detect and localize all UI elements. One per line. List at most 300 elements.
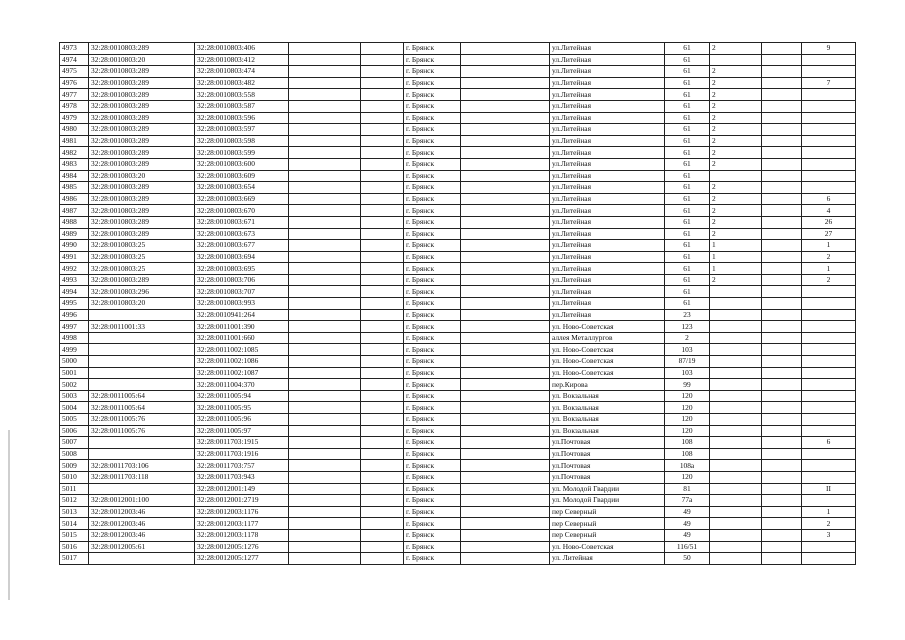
house-cell: 108а: [665, 460, 710, 472]
empty-cell-c: [461, 379, 550, 391]
unit-cell: [802, 553, 856, 565]
city-cell: г. Брянск: [404, 402, 461, 414]
empty-cell-c: [461, 344, 550, 356]
empty-cell-b: [361, 437, 404, 449]
cadastral-number-cell: 32:28:0011002:1085: [195, 344, 289, 356]
level-cell: [710, 529, 762, 541]
level-cell: 1: [710, 263, 762, 275]
empty-cell-c: [461, 321, 550, 333]
empty-cell-b: [361, 309, 404, 321]
empty-cell-a: [289, 170, 361, 182]
empty-cell-d: [762, 541, 802, 553]
parent-cadastral-cell: [89, 379, 195, 391]
empty-cell-c: [461, 332, 550, 344]
house-cell: 61: [665, 228, 710, 240]
city-cell: г. Брянск: [404, 437, 461, 449]
empty-cell-c: [461, 471, 550, 483]
empty-cell-c: [461, 240, 550, 252]
city-cell: г. Брянск: [404, 158, 461, 170]
empty-cell-d: [762, 471, 802, 483]
row-number-cell: 5007: [60, 437, 89, 449]
city-cell: г. Брянск: [404, 356, 461, 368]
table-row: [60, 124, 856, 136]
cadastral-number-cell: 32:28:0010803:695: [195, 263, 289, 275]
empty-cell-d: [762, 135, 802, 147]
empty-cell-b: [361, 205, 404, 217]
table-row: [60, 529, 856, 541]
cadastral-number-cell: 32:28:0011001:660: [195, 332, 289, 344]
parent-cadastral-cell: 32:28:0010803:289: [89, 135, 195, 147]
empty-cell-d: [762, 228, 802, 240]
empty-cell-c: [461, 483, 550, 495]
table-row: [60, 356, 856, 368]
empty-cell-a: [289, 309, 361, 321]
empty-cell-a: [289, 332, 361, 344]
empty-cell-d: [762, 251, 802, 263]
empty-cell-c: [461, 193, 550, 205]
parent-cadastral-cell: 32:28:0010803:289: [89, 43, 195, 55]
empty-cell-d: [762, 367, 802, 379]
empty-cell-c: [461, 158, 550, 170]
city-cell: г. Брянск: [404, 379, 461, 391]
city-cell: г. Брянск: [404, 147, 461, 159]
parent-cadastral-cell: 32:28:0010803:289: [89, 66, 195, 78]
level-cell: 2: [710, 77, 762, 89]
unit-cell: [802, 541, 856, 553]
empty-cell-c: [461, 251, 550, 263]
unit-cell: 2: [802, 251, 856, 263]
empty-cell-a: [289, 344, 361, 356]
parent-cadastral-cell: 32:28:0010803:289: [89, 77, 195, 89]
cadastral-number-cell: 32:28:0012001:149: [195, 483, 289, 495]
row-number-cell: 5013: [60, 506, 89, 518]
street-cell: ул.Литейная: [550, 286, 665, 298]
unit-cell: [802, 66, 856, 78]
house-cell: 61: [665, 66, 710, 78]
empty-cell-d: [762, 170, 802, 182]
empty-cell-a: [289, 402, 361, 414]
empty-cell-b: [361, 483, 404, 495]
house-cell: 120: [665, 425, 710, 437]
cadastral-number-cell: 32:28:0012005:1276: [195, 541, 289, 553]
street-cell: ул. Вокзальная: [550, 425, 665, 437]
city-cell: г. Брянск: [404, 390, 461, 402]
city-cell: г. Брянск: [404, 77, 461, 89]
empty-cell-a: [289, 321, 361, 333]
empty-cell-d: [762, 518, 802, 530]
city-cell: г. Брянск: [404, 553, 461, 565]
row-number-cell: 5008: [60, 448, 89, 460]
city-cell: г. Брянск: [404, 483, 461, 495]
street-cell: ул. Молодой Гвардии: [550, 483, 665, 495]
table-row: [60, 66, 856, 78]
street-cell: ул.Литейная: [550, 240, 665, 252]
house-cell: 61: [665, 89, 710, 101]
cadastral-number-cell: 32:28:0011703:1916: [195, 448, 289, 460]
level-cell: [710, 170, 762, 182]
row-number-cell: 5000: [60, 356, 89, 368]
cadastral-number-cell: 32:28:0010803:482: [195, 77, 289, 89]
city-cell: г. Брянск: [404, 43, 461, 55]
unit-cell: [802, 54, 856, 66]
cadastral-number-cell: 32:28:0010803:587: [195, 100, 289, 112]
empty-cell-d: [762, 495, 802, 507]
empty-cell-b: [361, 193, 404, 205]
empty-cell-b: [361, 182, 404, 194]
empty-cell-d: [762, 356, 802, 368]
level-cell: [710, 506, 762, 518]
cadastral-number-cell: 32:28:0010803:406: [195, 43, 289, 55]
empty-cell-b: [361, 66, 404, 78]
unit-cell: 1: [802, 263, 856, 275]
unit-cell: [802, 344, 856, 356]
empty-cell-c: [461, 298, 550, 310]
table-row: [60, 54, 856, 66]
row-number-cell: 4982: [60, 147, 89, 159]
street-cell: ул.Литейная: [550, 158, 665, 170]
table-row: [60, 506, 856, 518]
empty-cell-c: [461, 309, 550, 321]
empty-cell-a: [289, 205, 361, 217]
house-cell: 61: [665, 286, 710, 298]
level-cell: [710, 332, 762, 344]
house-cell: 61: [665, 147, 710, 159]
row-number-cell: 5015: [60, 529, 89, 541]
empty-cell-d: [762, 483, 802, 495]
house-cell: 61: [665, 135, 710, 147]
cadastral-number-cell: 32:28:0010803:671: [195, 216, 289, 228]
empty-cell-b: [361, 390, 404, 402]
table-row: [60, 147, 856, 159]
parent-cadastral-cell: [89, 332, 195, 344]
table-row: [60, 100, 856, 112]
table-row: [60, 460, 856, 472]
cadastral-number-cell: 32:28:0012005:1277: [195, 553, 289, 565]
unit-cell: [802, 135, 856, 147]
row-number-cell: 4993: [60, 274, 89, 286]
level-cell: 2: [710, 182, 762, 194]
level-cell: 2: [710, 274, 762, 286]
empty-cell-c: [461, 402, 550, 414]
level-cell: [710, 541, 762, 553]
empty-cell-c: [461, 147, 550, 159]
parent-cadastral-cell: 32:28:0010803:20: [89, 170, 195, 182]
level-cell: 1: [710, 240, 762, 252]
table-row: [60, 321, 856, 333]
house-cell: 61: [665, 182, 710, 194]
table-row: [60, 205, 856, 217]
empty-cell-a: [289, 506, 361, 518]
city-cell: г. Брянск: [404, 274, 461, 286]
house-cell: 61: [665, 170, 710, 182]
empty-cell-c: [461, 448, 550, 460]
level-cell: 2: [710, 158, 762, 170]
row-number-cell: 5006: [60, 425, 89, 437]
level-cell: 2: [710, 43, 762, 55]
city-cell: г. Брянск: [404, 263, 461, 275]
unit-cell: [802, 170, 856, 182]
street-cell: ул.Почтовая: [550, 471, 665, 483]
unit-cell: [802, 390, 856, 402]
house-cell: 23: [665, 309, 710, 321]
parent-cadastral-cell: [89, 309, 195, 321]
empty-cell-b: [361, 124, 404, 136]
row-number-cell: 5014: [60, 518, 89, 530]
cadastral-number-cell: 32:28:0010803:670: [195, 205, 289, 217]
house-cell: 120: [665, 402, 710, 414]
city-cell: г. Брянск: [404, 448, 461, 460]
empty-cell-a: [289, 100, 361, 112]
row-number-cell: 4974: [60, 54, 89, 66]
cadastral-number-cell: 32:28:0010803:677: [195, 240, 289, 252]
empty-cell-b: [361, 495, 404, 507]
level-cell: [710, 367, 762, 379]
cadastral-number-cell: 32:28:0010803:654: [195, 182, 289, 194]
house-cell: 108: [665, 437, 710, 449]
street-cell: ул.Литейная: [550, 112, 665, 124]
street-cell: ул. Литейная: [550, 553, 665, 565]
level-cell: 1: [710, 251, 762, 263]
parent-cadastral-cell: 32:28:0011001:33: [89, 321, 195, 333]
cadastral-number-cell: 32:28:0011002:1086: [195, 356, 289, 368]
city-cell: г. Брянск: [404, 216, 461, 228]
empty-cell-b: [361, 344, 404, 356]
empty-cell-b: [361, 518, 404, 530]
parent-cadastral-cell: 32:28:0012003:46: [89, 518, 195, 530]
parent-cadastral-cell: 32:28:0010803:20: [89, 54, 195, 66]
row-number-cell: 5011: [60, 483, 89, 495]
parent-cadastral-cell: 32:28:0012005:61: [89, 541, 195, 553]
unit-cell: 6: [802, 193, 856, 205]
empty-cell-c: [461, 541, 550, 553]
row-number-cell: 4999: [60, 344, 89, 356]
empty-cell-c: [461, 437, 550, 449]
cadastral-number-cell: 32:28:0012001:2719: [195, 495, 289, 507]
level-cell: [710, 553, 762, 565]
empty-cell-b: [361, 414, 404, 426]
empty-cell-d: [762, 344, 802, 356]
empty-cell-b: [361, 460, 404, 472]
cadastral-number-cell: 32:28:0010803:598: [195, 135, 289, 147]
house-cell: 103: [665, 367, 710, 379]
cadastral-number-cell: 32:28:0010941:264: [195, 309, 289, 321]
unit-cell: [802, 460, 856, 472]
cadastral-number-cell: 32:28:0010803:474: [195, 66, 289, 78]
empty-cell-b: [361, 448, 404, 460]
empty-cell-d: [762, 390, 802, 402]
cadastral-number-cell: 32:28:0011703:757: [195, 460, 289, 472]
empty-cell-a: [289, 379, 361, 391]
city-cell: г. Брянск: [404, 414, 461, 426]
city-cell: г. Брянск: [404, 460, 461, 472]
level-cell: 2: [710, 147, 762, 159]
city-cell: г. Брянск: [404, 309, 461, 321]
city-cell: г. Брянск: [404, 112, 461, 124]
empty-cell-c: [461, 460, 550, 472]
empty-cell-c: [461, 112, 550, 124]
unit-cell: [802, 100, 856, 112]
empty-cell-b: [361, 402, 404, 414]
house-cell: 77а: [665, 495, 710, 507]
table-row: [60, 425, 856, 437]
empty-cell-c: [461, 425, 550, 437]
empty-cell-a: [289, 112, 361, 124]
empty-cell-d: [762, 182, 802, 194]
empty-cell-a: [289, 135, 361, 147]
cadastral-number-cell: 32:28:0010803:669: [195, 193, 289, 205]
parent-cadastral-cell: 32:28:0011703:106: [89, 460, 195, 472]
house-cell: 61: [665, 124, 710, 136]
unit-cell: [802, 158, 856, 170]
street-cell: ул. Вокзальная: [550, 402, 665, 414]
table-body: [60, 43, 856, 565]
street-cell: ул.Литейная: [550, 274, 665, 286]
parent-cadastral-cell: [89, 437, 195, 449]
empty-cell-a: [289, 89, 361, 101]
table-row: [60, 216, 856, 228]
city-cell: г. Брянск: [404, 89, 461, 101]
table-row: [60, 251, 856, 263]
house-cell: 49: [665, 506, 710, 518]
empty-cell-c: [461, 89, 550, 101]
empty-cell-d: [762, 216, 802, 228]
cadastral-number-cell: 32:28:0012003:1178: [195, 529, 289, 541]
level-cell: [710, 54, 762, 66]
parent-cadastral-cell: [89, 483, 195, 495]
empty-cell-c: [461, 553, 550, 565]
row-number-cell: 5004: [60, 402, 89, 414]
street-cell: ул.Литейная: [550, 263, 665, 275]
cadastral-number-cell: 32:28:0011002:1087: [195, 367, 289, 379]
empty-cell-b: [361, 251, 404, 263]
city-cell: г. Брянск: [404, 228, 461, 240]
cadastral-number-cell: 32:28:0011005:95: [195, 402, 289, 414]
parent-cadastral-cell: 32:28:0010803:25: [89, 263, 195, 275]
empty-cell-d: [762, 321, 802, 333]
level-cell: [710, 309, 762, 321]
scan-edge-mark: [8, 430, 10, 600]
parent-cadastral-cell: 32:28:0010803:289: [89, 182, 195, 194]
empty-cell-d: [762, 437, 802, 449]
empty-cell-d: [762, 205, 802, 217]
empty-cell-a: [289, 414, 361, 426]
empty-cell-d: [762, 529, 802, 541]
parent-cadastral-cell: 32:28:0010803:289: [89, 216, 195, 228]
row-number-cell: 5016: [60, 541, 89, 553]
table-row: [60, 309, 856, 321]
parent-cadastral-cell: 32:28:0011005:64: [89, 390, 195, 402]
empty-cell-b: [361, 240, 404, 252]
empty-cell-c: [461, 124, 550, 136]
empty-cell-d: [762, 112, 802, 124]
street-cell: ул. Ново-Советская: [550, 541, 665, 553]
table-row: [60, 298, 856, 310]
level-cell: 2: [710, 124, 762, 136]
level-cell: [710, 437, 762, 449]
row-number-cell: 4992: [60, 263, 89, 275]
house-cell: 61: [665, 158, 710, 170]
cadastral-number-cell: 32:28:0010803:706: [195, 274, 289, 286]
unit-cell: [802, 124, 856, 136]
street-cell: ул.Литейная: [550, 66, 665, 78]
unit-cell: 6: [802, 437, 856, 449]
table-row: [60, 402, 856, 414]
row-number-cell: 4990: [60, 240, 89, 252]
level-cell: [710, 390, 762, 402]
parent-cadastral-cell: 32:28:0010803:289: [89, 100, 195, 112]
table-row: [60, 112, 856, 124]
house-cell: 61: [665, 100, 710, 112]
level-cell: 2: [710, 205, 762, 217]
unit-cell: 2: [802, 274, 856, 286]
table-row: [60, 43, 856, 55]
level-cell: 2: [710, 100, 762, 112]
level-cell: [710, 425, 762, 437]
parent-cadastral-cell: 32:28:0010803:289: [89, 205, 195, 217]
unit-cell: 26: [802, 216, 856, 228]
table-row: [60, 541, 856, 553]
empty-cell-c: [461, 286, 550, 298]
house-cell: 61: [665, 43, 710, 55]
house-cell: 61: [665, 251, 710, 263]
parent-cadastral-cell: [89, 344, 195, 356]
empty-cell-a: [289, 437, 361, 449]
empty-cell-d: [762, 379, 802, 391]
row-number-cell: 4987: [60, 205, 89, 217]
cadastral-number-cell: 32:28:0011703:943: [195, 471, 289, 483]
parent-cadastral-cell: [89, 448, 195, 460]
city-cell: г. Брянск: [404, 332, 461, 344]
empty-cell-a: [289, 251, 361, 263]
street-cell: ул. Вокзальная: [550, 414, 665, 426]
street-cell: ул. Ново-Советская: [550, 321, 665, 333]
house-cell: 61: [665, 112, 710, 124]
empty-cell-a: [289, 228, 361, 240]
street-cell: ул.Литейная: [550, 147, 665, 159]
row-number-cell: 5001: [60, 367, 89, 379]
city-cell: г. Брянск: [404, 506, 461, 518]
parent-cadastral-cell: 32:28:0010803:25: [89, 251, 195, 263]
unit-cell: [802, 332, 856, 344]
parent-cadastral-cell: 32:28:0011005:76: [89, 425, 195, 437]
house-cell: 123: [665, 321, 710, 333]
row-number-cell: 4976: [60, 77, 89, 89]
city-cell: г. Брянск: [404, 251, 461, 263]
street-cell: пер Северный: [550, 518, 665, 530]
cadastral-number-cell: 32:28:0010803:673: [195, 228, 289, 240]
table-row: [60, 182, 856, 194]
city-cell: г. Брянск: [404, 471, 461, 483]
table-row: [60, 228, 856, 240]
row-number-cell: 4991: [60, 251, 89, 263]
row-number-cell: 4983: [60, 158, 89, 170]
parent-cadastral-cell: 32:28:0012001:100: [89, 495, 195, 507]
parent-cadastral-cell: 32:28:0011703:118: [89, 471, 195, 483]
street-cell: ул.Литейная: [550, 124, 665, 136]
street-cell: ул.Литейная: [550, 205, 665, 217]
empty-cell-c: [461, 54, 550, 66]
parent-cadastral-cell: 32:28:0010803:289: [89, 193, 195, 205]
street-cell: ул. Вокзальная: [550, 390, 665, 402]
empty-cell-a: [289, 448, 361, 460]
cadastral-number-cell: 32:28:0010803:412: [195, 54, 289, 66]
unit-cell: [802, 286, 856, 298]
table-row: [60, 286, 856, 298]
row-number-cell: 4981: [60, 135, 89, 147]
table-row: [60, 240, 856, 252]
empty-cell-a: [289, 274, 361, 286]
city-cell: г. Брянск: [404, 344, 461, 356]
